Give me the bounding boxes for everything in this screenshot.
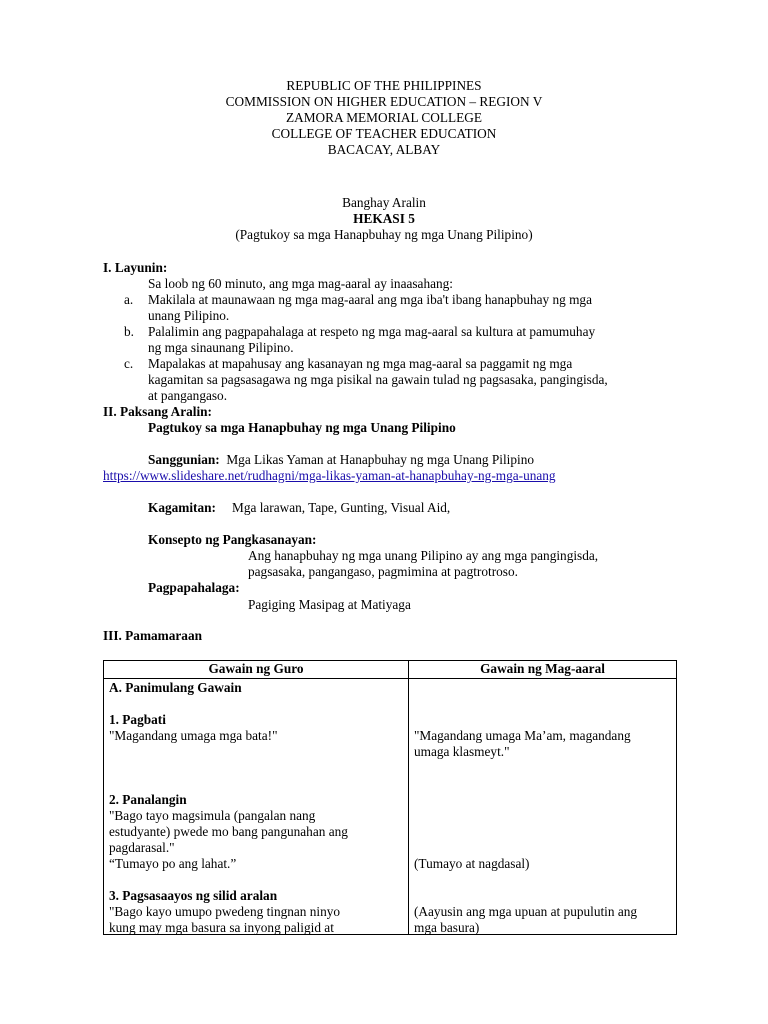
section-a-heading: A. Panimulang Gawain	[109, 680, 242, 695]
header-department: COLLEGE OF TEACHER EDUCATION	[271, 126, 497, 141]
paksang-aralin-heading: II. Paksang Aralin:	[103, 404, 212, 419]
panalangin-line: "Bago tayo magsimula (pangalan nang	[109, 808, 316, 823]
list-text: Makilala at maunawaan ng mga mag-aaral ang mga iba't ibang hanapbuhay ng mga	[148, 292, 592, 307]
list-text: unang Pilipino.	[148, 308, 230, 323]
pagbati-response: umaga klasmeyt."	[414, 744, 510, 759]
pagsasaayos-line: "Bago kayo umupo pwedeng tingnan ninyo	[109, 904, 341, 919]
panalangin-response: (Tumayo at nagdasal)	[414, 856, 530, 871]
list-letter: b.	[124, 324, 134, 339]
pamamaraan-table	[103, 660, 677, 935]
subject-title: HEKASI 5	[353, 211, 415, 226]
pamamaraan-heading: III. Pamamaraan	[103, 628, 202, 643]
panalangin-heading: 2. Panalangin	[109, 792, 187, 807]
pagsasaayos-line: kung may mga basura sa inyong paligid at	[109, 920, 334, 935]
header-college: ZAMORA MEMORIAL COLLEGE	[286, 110, 482, 125]
pagbati-heading: 1. Pagbati	[109, 712, 166, 727]
pagpapahalaga-value: Pagiging Masipag at Matiyaga	[248, 597, 411, 612]
header-location: BACACAY, ALBAY	[327, 142, 441, 157]
konsepto-line: Ang hanapbuhay ng mga unang Pilipino ay ang mga pangingisda,	[248, 548, 599, 563]
list-text: at pangangaso.	[148, 388, 228, 403]
list-letter: c.	[124, 356, 134, 371]
topic-subtitle: (Pagtukoy sa mga Hanapbuhay ng mga Unang Pilipino)	[235, 227, 533, 242]
magaaral-cell	[409, 679, 677, 935]
panalangin-line: “Tumayo po ang lahat.”	[109, 856, 237, 871]
header-republic: REPUBLIC OF THE PHILIPPINES	[286, 78, 482, 93]
konsepto-label: Konsepto ng Pangkasanayan:	[148, 532, 317, 547]
doc-type: Banghay Aralin	[342, 195, 426, 210]
sanggunian-row	[148, 452, 534, 469]
layunin-heading: I. Layunin:	[103, 260, 168, 275]
paksang-aralin-topic: Pagtukoy sa mga Hanapbuhay ng mga Unang Pilipino	[148, 420, 456, 435]
list-text: ng mga sinaunang Pilipino.	[148, 340, 294, 355]
pagsasaayos-heading: 3. Pagsasaayos ng silid aralan	[109, 888, 278, 903]
table-row	[104, 679, 677, 935]
konsepto-line: pagsasaka, pangangaso, pagmimina at pagtrotroso.	[248, 564, 518, 579]
kagamitan-label: Kagamitan:	[148, 500, 216, 515]
pagsasaayos-response: mga basura)	[414, 920, 480, 935]
pagbati-text: "Magandang umaga mga bata!"	[109, 728, 278, 743]
list-text: Palalimin ang pagpapahalaga at respeto ng mga mag-aaral sa kultura at pamumuhay	[148, 324, 596, 339]
col-header-guro: Gawain ng Guro	[104, 661, 409, 679]
panalangin-line: estudyante) pwede mo bang pangunahan ang	[109, 824, 348, 839]
pagbati-response: "Magandang umaga Ma’am, magandang	[414, 728, 631, 743]
sanggunian-label: Sanggunian:	[148, 452, 220, 467]
table-header-row	[104, 661, 677, 679]
list-letter: a.	[124, 292, 134, 307]
list-text: Mapalakas at mapahusay ang kasanayan ng mga mag-aaral sa paggamit ng mga	[148, 356, 573, 371]
sanggunian-value: Mga Likas Yaman at Hanapbuhay ng mga Unang Pilipino	[226, 452, 534, 467]
pagpapahalaga-label: Pagpapahalaga:	[148, 580, 240, 595]
sanggunian-link[interactable]: https://www.slideshare.net/rudhagni/mga-likas-yaman-at-hanapbuhay-ng-mga-unang	[103, 468, 556, 483]
layunin-intro: Sa loob ng 60 minuto, ang mga mag-aaral ay inaasahang:	[148, 276, 454, 291]
pagsasaayos-response: (Aayusin ang mga upuan at pupulutin ang	[414, 904, 638, 919]
header-ched: COMMISSION ON HIGHER EDUCATION – REGION V	[225, 94, 543, 109]
list-text: kagamitan sa pagsasagawa ng mga pisikal na gawain tulad ng pagsasaka, pangingisda,	[148, 372, 608, 387]
col-header-magaaral: Gawain ng Mag-aaral	[409, 661, 677, 679]
panalangin-line: pagdarasal."	[109, 840, 175, 855]
kagamitan-value: Mga larawan, Tape, Gunting, Visual Aid,	[232, 500, 451, 515]
guro-cell	[104, 679, 409, 935]
